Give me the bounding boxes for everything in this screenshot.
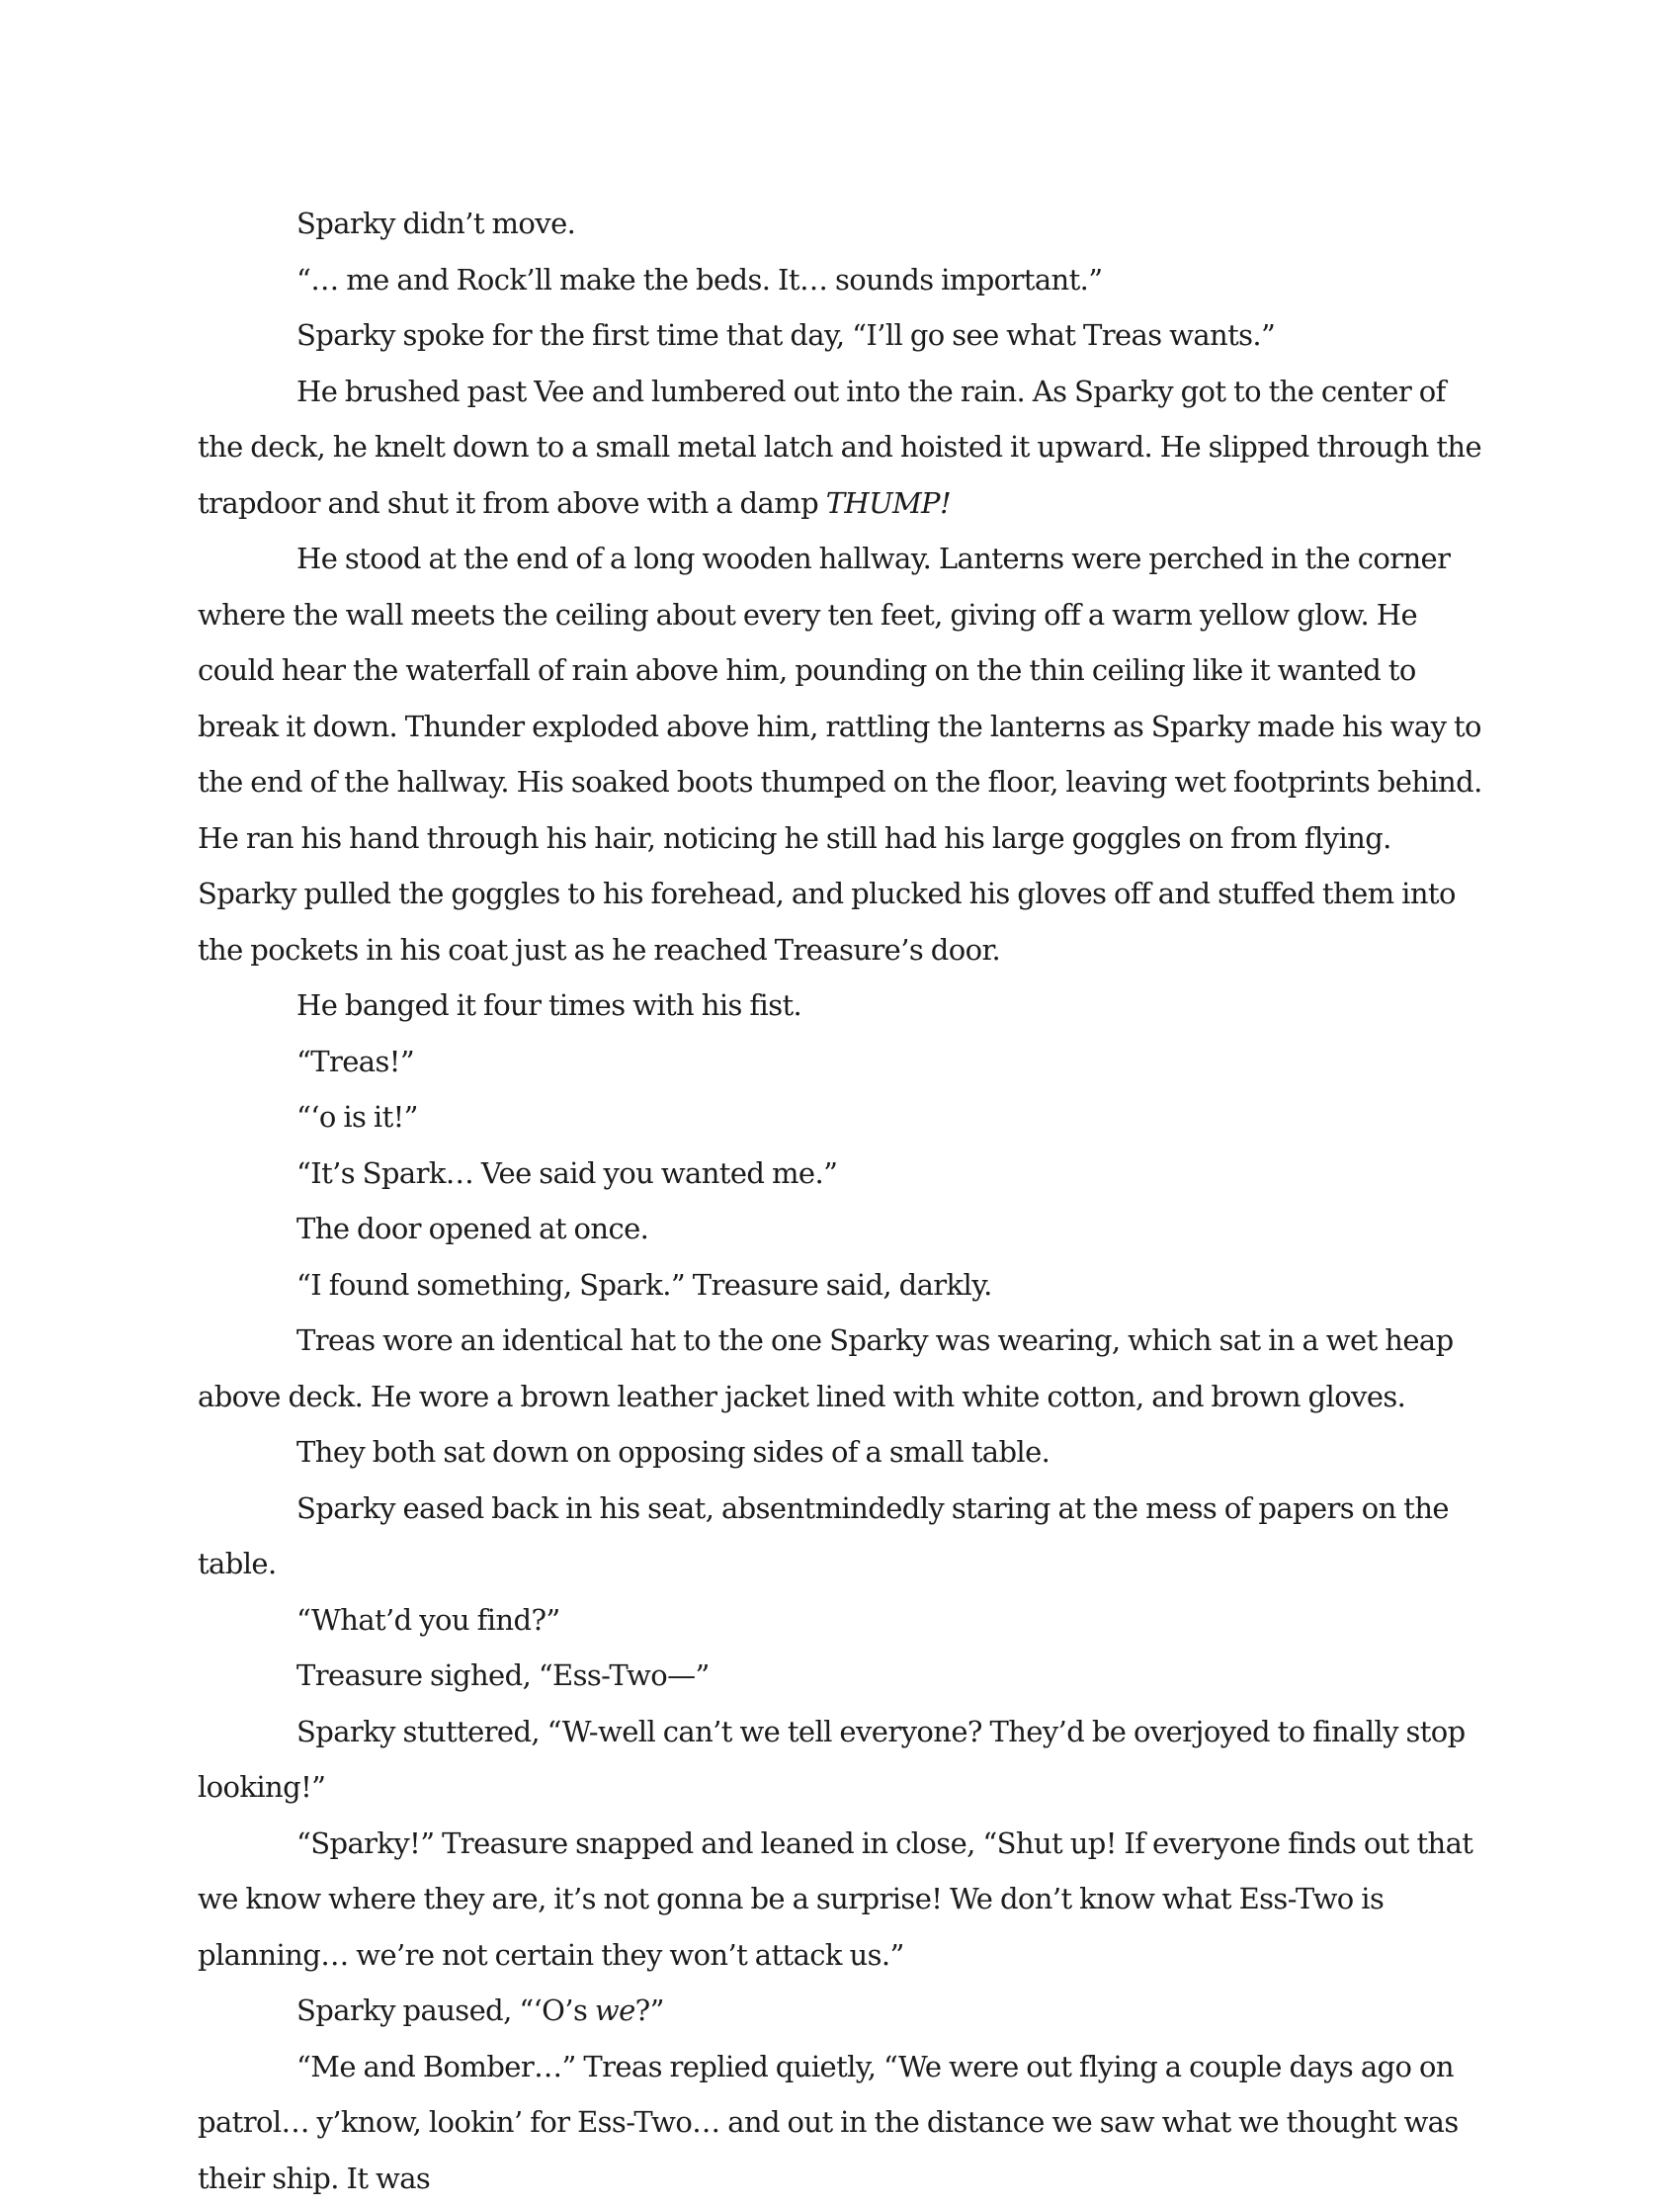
- paragraph: “Treas!”: [198, 1034, 1482, 1090]
- paragraph: Sparky eased back in his seat, absentmindedly staring at the mess of papers on the table.: [198, 1481, 1482, 1592]
- paragraph: They both sat down on opposing sides of a small table.: [198, 1424, 1482, 1481]
- paragraph: “Sparky!” Treasure snapped and leaned in close, “Shut up! If everyone finds out that we know where they are, it’s not gonna be a surprise! We don’t know what Ess-Two is planning… we’re not certain they won’t attack us.”: [198, 1816, 1482, 1984]
- paragraph: “… me and Rock’ll make the beds. It… sounds important.”: [198, 252, 1482, 308]
- paragraph: Treasure sighed, “Ess-Two—”: [198, 1648, 1482, 1704]
- paragraph: He stood at the end of a long wooden hallway. Lanterns were perched in the corner where the wall meets the ceiling about every ten feet, giving off a warm yellow glow. He could hear the waterfall of rain above him, pounding on the thin ceiling like it wanted to break it down. Thunder exploded above him, rattling the lanterns as Sparky made his way to the end of the hallway. His soaked boots thumped on the floor, leaving wet footprints behind. He ran his hand through his hair, noticing he still had his large goggles on from flying. Sparky pulled the goggles to his forehead, and plucked his gloves off and stuffed them into the pockets in his coat just as he reached Treasure’s door.: [198, 531, 1482, 977]
- paragraph: He banged it four times with his fist.: [198, 977, 1482, 1034]
- paragraph: The door opened at once.: [198, 1201, 1482, 1257]
- story-text: [198, 196, 1482, 2206]
- paragraph: “I found something, Spark.” Treasure said, darkly.: [198, 1257, 1482, 1314]
- paragraph: Sparky didn’t move.: [198, 196, 1482, 252]
- paragraph: “‘o is it!”: [198, 1089, 1482, 1145]
- paragraph: Treas wore an identical hat to the one Sparky was wearing, which sat in a wet heap above deck. He wore a brown leather jacket lined with white cotton, and brown gloves.: [198, 1313, 1482, 1424]
- paragraph: “It’s Spark… Vee said you wanted me.”: [198, 1145, 1482, 1202]
- paragraph: Sparky paused, “‘O’s we?”: [198, 1983, 1482, 2039]
- paragraph: Sparky spoke for the first time that day, “I’ll go see what Treas wants.”: [198, 307, 1482, 364]
- paragraph: “Me and Bomber…” Treas replied quietly, “We were out flying a couple days ago on patrol… y’know, lookin’ for Ess-Two… and out in the distance we saw what we thought was their ship. It was: [198, 2039, 1482, 2206]
- paragraph: He brushed past Vee and lumbered out into the rain. As Sparky got to the center of the deck, he knelt down to a small metal latch and hoisted it upward. He slipped through the trapdoor and shut it from above with a damp THUMP!: [198, 364, 1482, 532]
- paragraph: Sparky stuttered, “W-well can’t we tell everyone? They’d be overjoyed to finally stop looking!”: [198, 1704, 1482, 1816]
- paragraph: “What’d you find?”: [198, 1592, 1482, 1649]
- italic-emphasis: THUMP!: [826, 486, 951, 520]
- italic-emphasis: we: [595, 1994, 635, 2027]
